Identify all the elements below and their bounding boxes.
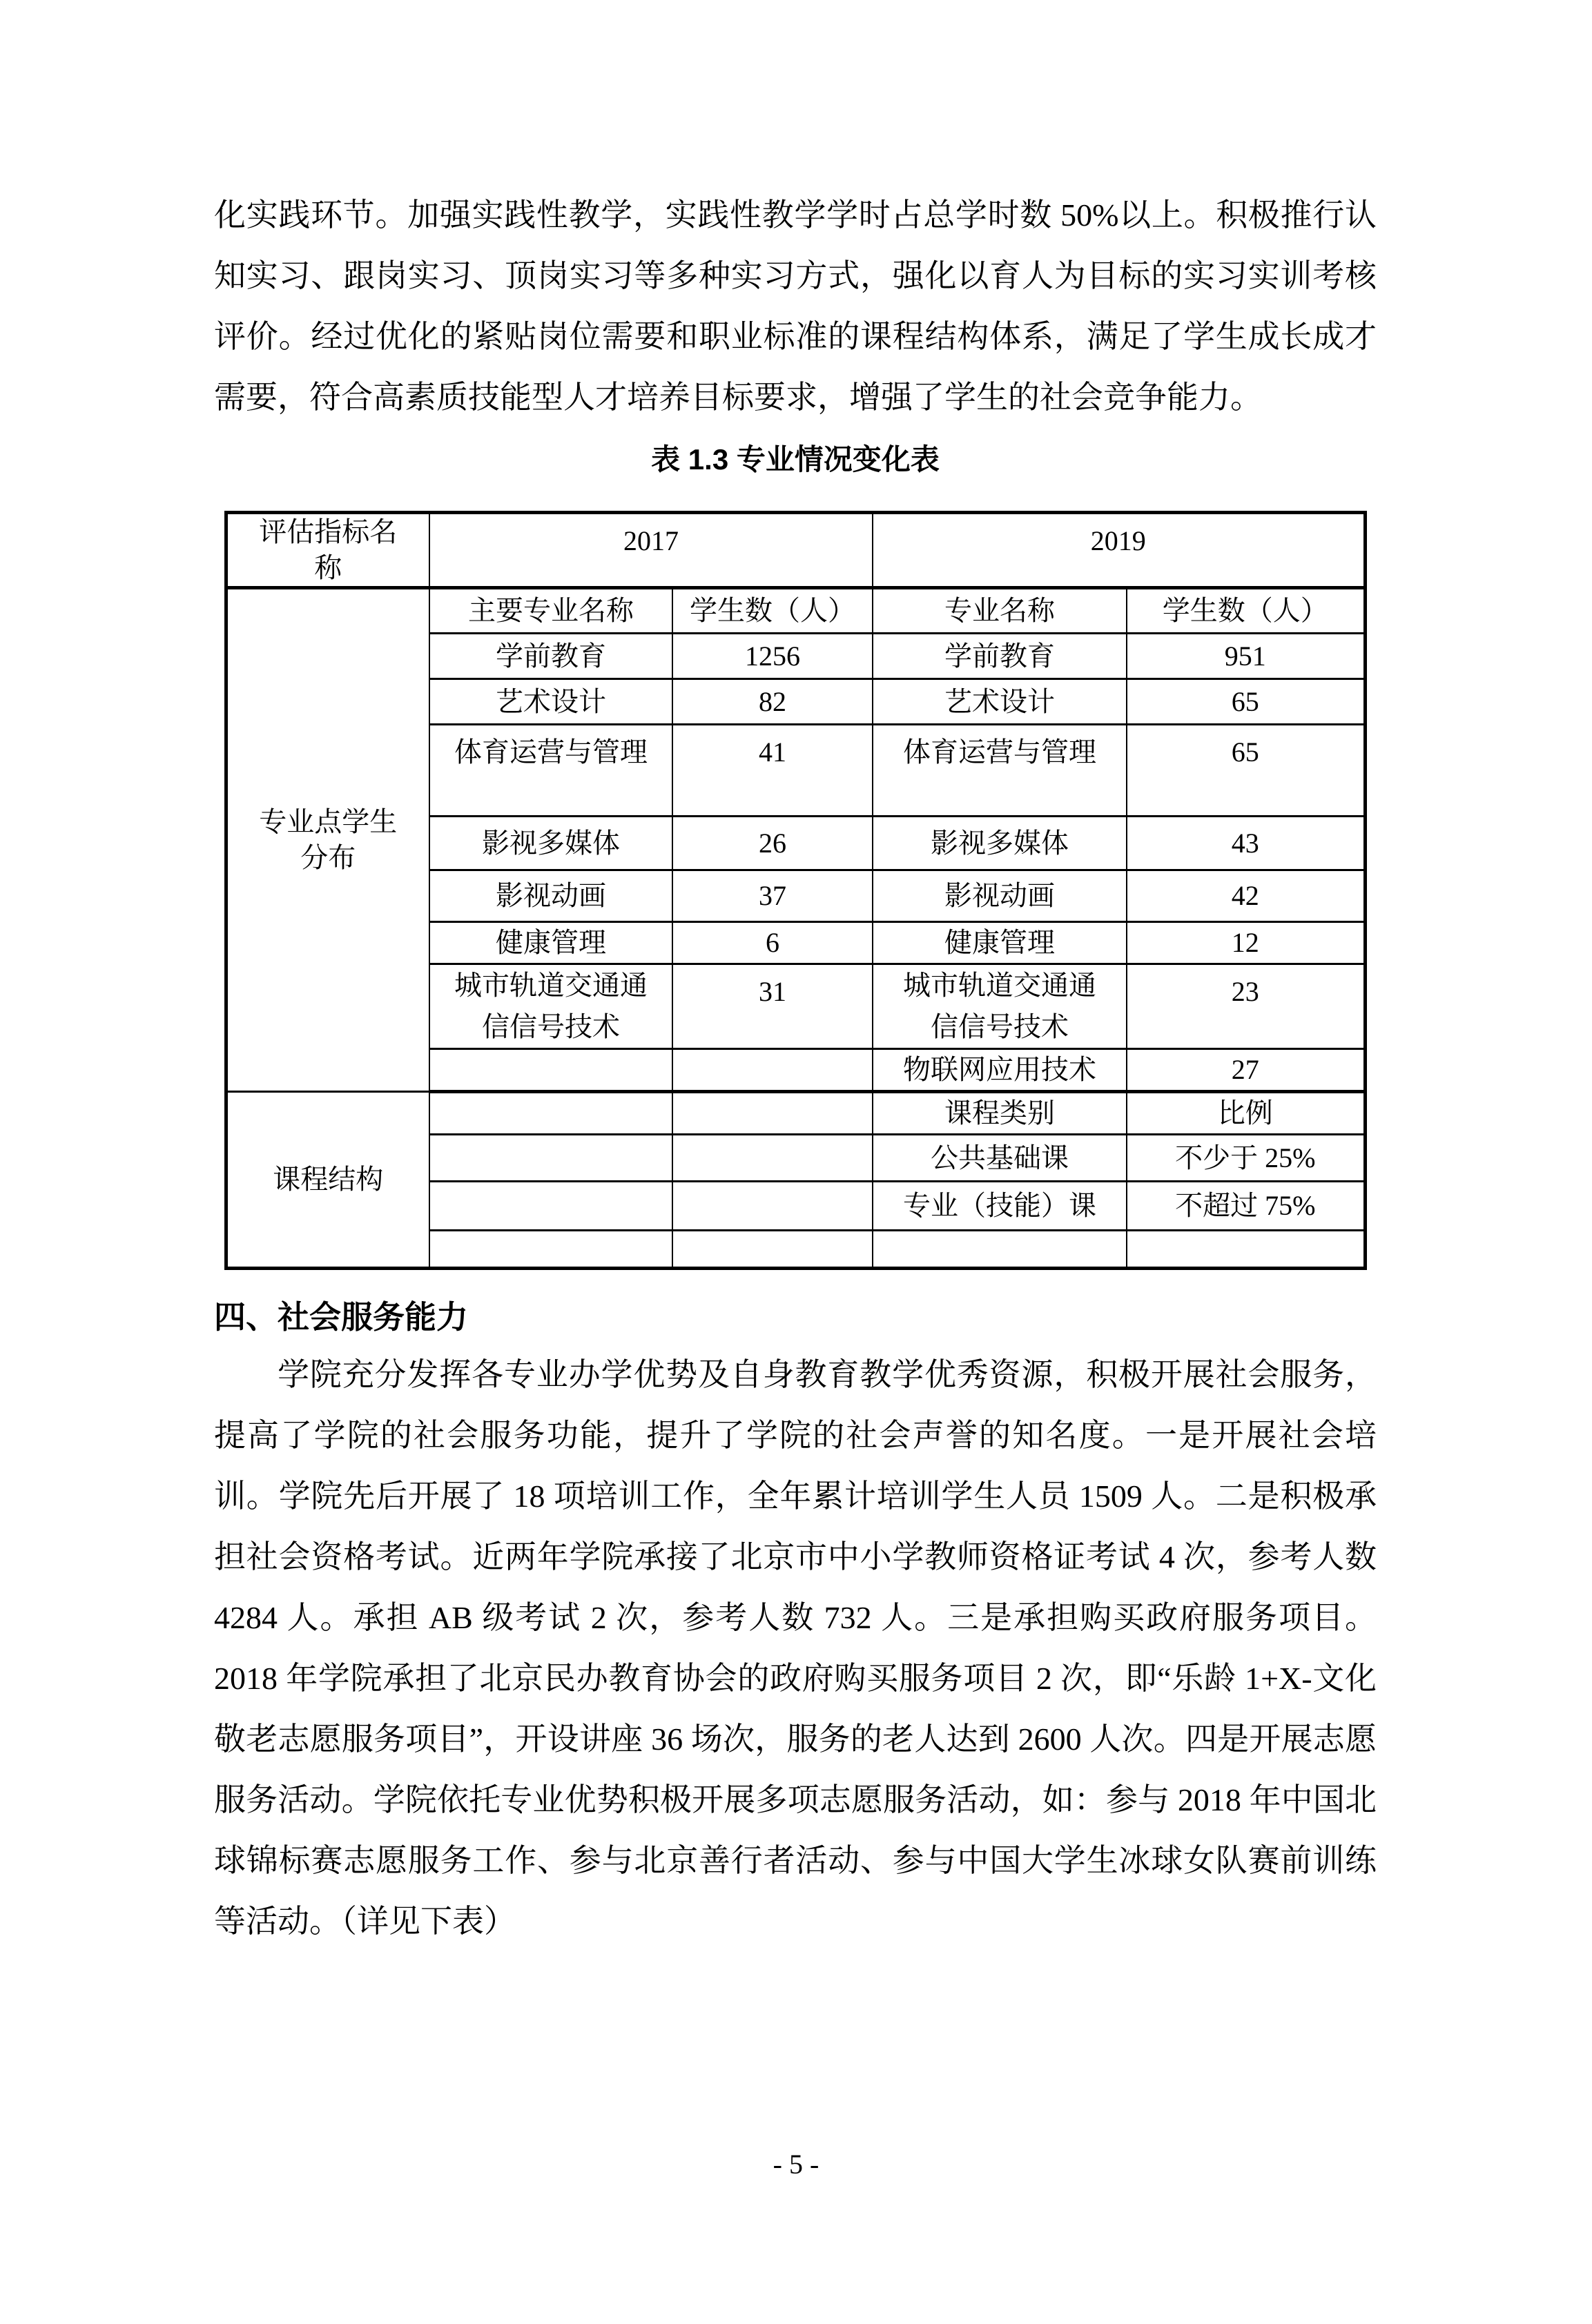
major-count-2019-cell: 951 [1127,634,1365,679]
year-2017-header-cell: 2017 [429,513,873,588]
major-count-2019-cell: 27 [1127,1049,1365,1092]
students-group-label-cell: 专业点学生分布 [226,588,429,1092]
major-count-2017-cell: 41 [672,725,873,817]
table-title: 表 1.3 专业情况变化表 [651,443,940,476]
major-name-2019-cell: 物联网应用技术 [873,1049,1127,1092]
curriculum-ratio-cell: 不少于 25% [1127,1135,1365,1182]
table-row [226,1092,1365,1135]
curriculum-category-cell: 专业（技能）课 [873,1182,1127,1231]
curriculum-category-cell: 课程类别 [873,1092,1127,1135]
major-name-2019-cell: 影视动画 [873,870,1127,922]
subheader-cell: 学生数（人） [672,588,873,634]
major-count-2019-cell: 12 [1127,922,1365,964]
empty-cell [429,1092,672,1135]
major-name-2017-cell: 学前教育 [429,634,672,679]
empty-cell [429,1182,672,1231]
major-count-2017-cell: 1256 [672,634,873,679]
curriculum-ratio-cell: 不超过 75% [1127,1182,1365,1231]
intro-paragraph: 化实践环节。加强实践性教学，实践性教学学时占总学时数 50%以上。积极推行认知实习、跟岗实习、顶岗实习等多种实习方式，强化以育人为目标的实习实训考核评价。经过优化的紧贴岗位需要和职业标准的课程结构体系，满足了学生成长成才需要，符合高素质技能型人才培养目标要求，增强了学生的社会竞争能力。 [214,197,1377,415]
major-change-table [224,511,1367,1270]
major-count-2017-cell: 26 [672,817,873,870]
empty-cell [672,1092,873,1135]
major-name-2017-cell: 体育运营与管理 [429,725,672,817]
empty-cell [429,1135,672,1182]
body-paragraph: 学院充分发挥各专业办学优势及自身教育教学优秀资源，积极开展社会服务，提高了学院的社会服务功能，提升了学院的社会声誉的知名度。一是开展社会培训。学院先后开展了 18 项培训工作，全年累计培训学生人员 1509 人。二是积极承担社会资格考试。近两年学院承接了北京市中小学教师资格证考试 4 次，参考人数 4284 人。承担 AB 级考试 2 次，参考人数 732 人。三是承担购买政府服务项目。2018 年学院承担了北京民办教育协会的政府购买服务项目 2 次，即“乐龄 1+X-文化敬老志愿服务项目”，开设讲座 36 场次，服务的老人达到 2600 人次。四是开展志愿服务活动。学院依托专业优势积极开展多项志愿服务活动，如：参与 2018 年中国北球锦标赛志愿服务工作、参与北京善行者活动、参与中国大学生冰球女队赛前训练等活动。（详见下表） [214,1357,1377,1939]
major-name-2017-cell: 影视动画 [429,870,672,922]
major-name-2017-cell [429,1049,672,1092]
major-name-2019-cell: 健康管理 [873,922,1127,964]
empty-cell [429,1231,672,1269]
major-name-2019-cell: 影视多媒体 [873,817,1127,870]
subheader-cell: 专业名称 [873,588,1127,634]
page-content [214,0,1377,1952]
empty-cell [672,1182,873,1231]
major-count-2019-cell: 42 [1127,870,1365,922]
major-name-2017-cell: 艺术设计 [429,679,672,725]
curriculum-category-cell [873,1231,1127,1269]
major-count-2019-cell: 23 [1127,964,1365,1049]
major-name-2017-cell: 影视多媒体 [429,817,672,870]
page-number: - 5 - [773,2149,819,2180]
major-count-2019-cell: 65 [1127,725,1365,817]
subheader-cell: 主要专业名称 [429,588,672,634]
major-name-2017-cell: 健康管理 [429,922,672,964]
major-name-2019-cell: 学前教育 [873,634,1127,679]
major-count-2019-cell: 43 [1127,817,1365,870]
table-subheader-row [226,588,1365,634]
curriculum-group-label-cell: 课程结构 [226,1092,429,1269]
curriculum-ratio-cell [1127,1231,1365,1269]
major-name-2019-cell: 艺术设计 [873,679,1127,725]
major-count-2017-cell: 31 [672,964,873,1049]
table-header-row [226,513,1365,588]
subheader-cell: 学生数（人） [1127,588,1365,634]
major-count-2017-cell: 82 [672,679,873,725]
major-count-2017-cell [672,1049,873,1092]
major-count-2017-cell: 37 [672,870,873,922]
major-name-2019-cell: 体育运营与管理 [873,725,1127,817]
major-count-2019-cell: 65 [1127,679,1365,725]
section-heading: 四、社会服务能力 [214,1299,468,1335]
curriculum-ratio-cell: 比例 [1127,1092,1365,1135]
year-2019-header-cell: 2019 [873,513,1365,588]
indicator-header-cell: 评估指标名称 [226,513,429,588]
empty-cell [672,1135,873,1182]
major-count-2017-cell: 6 [672,922,873,964]
curriculum-category-cell: 公共基础课 [873,1135,1127,1182]
empty-cell [672,1231,873,1269]
major-name-2019-cell: 城市轨道交通通信信号技术 [873,964,1127,1049]
major-name-2017-cell: 城市轨道交通通信信号技术 [429,964,672,1049]
